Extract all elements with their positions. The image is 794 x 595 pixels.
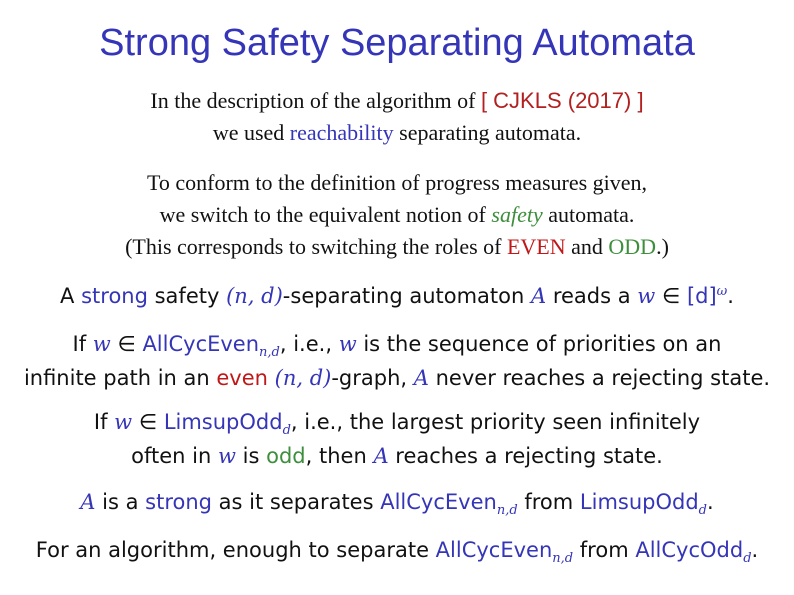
- word-symbol: w: [114, 410, 133, 434]
- intro-text: we used: [212, 120, 290, 145]
- conform-text: .): [656, 234, 669, 259]
- if1-text: [268, 366, 275, 390]
- nd-parameter: (n, d): [226, 284, 283, 308]
- limsupodd-set: LimsupOdd: [579, 490, 699, 514]
- conform-text: and: [565, 234, 609, 259]
- omega-superscript: ω: [716, 284, 728, 299]
- if2-text: , i.e., the largest priority seen infinitely: [290, 410, 701, 434]
- word-symbol: w: [217, 444, 236, 468]
- set-subscript: d: [282, 423, 291, 439]
- set-subscript: d: [698, 503, 707, 519]
- strong-term: strong: [145, 490, 212, 514]
- reachability-term: reachability: [289, 120, 394, 145]
- if2-line-1: [0, 410, 794, 438]
- set-subscript: n,d: [496, 503, 518, 519]
- strong-term: strong: [81, 284, 148, 308]
- if1-text: If: [72, 332, 93, 356]
- strong-text: as it separates: [211, 490, 381, 514]
- def-text: reads a: [546, 284, 638, 308]
- automaton-symbol: A: [373, 444, 389, 468]
- element-of: ∈: [132, 410, 164, 434]
- allcyceven-set: AllCycEven: [380, 490, 497, 514]
- def-text: A: [60, 284, 82, 308]
- conform-line-1: To conform to the definition of progress measures given,: [146, 170, 648, 195]
- word-symbol: w: [338, 332, 357, 356]
- if2-text: often in: [131, 444, 218, 468]
- if2-text: , then: [305, 444, 374, 468]
- allcycodd-set: AllCycOdd: [635, 538, 744, 562]
- safety-term: safety: [491, 202, 543, 227]
- odd-term: odd: [266, 444, 306, 468]
- conform-text: we switch to the equivalent notion of: [159, 202, 492, 227]
- final-text: from: [573, 538, 636, 562]
- word-symbol: w: [92, 332, 111, 356]
- if1-text: infinite path in an: [23, 366, 217, 390]
- if2-line-2: [0, 444, 794, 468]
- if1-text: -graph,: [331, 366, 414, 390]
- limsupodd-set: LimsupOdd: [163, 410, 283, 434]
- def-text: safety: [147, 284, 227, 308]
- odd-term: ODD: [608, 234, 657, 259]
- slide-title: Strong Safety Separating Automata: [99, 22, 695, 64]
- intro-line-2: [0, 120, 794, 146]
- if1-text: never reaches a rejecting state.: [428, 366, 771, 390]
- final-text: For an algorithm, enough to separate: [35, 538, 436, 562]
- intro-text: In the description of the algorithm of: [150, 88, 481, 113]
- conform-line-2: [0, 202, 794, 228]
- even-term: EVEN: [506, 234, 566, 259]
- set-subscript: n,d: [552, 551, 574, 567]
- def-text: -separating automaton: [282, 284, 531, 308]
- allcyceven-set: AllCycEven: [435, 538, 553, 562]
- strong-text: from: [517, 490, 580, 514]
- citation: [ CJKLS (2017) ]: [480, 88, 644, 113]
- if1-line-1: [0, 332, 794, 360]
- if2-text: If: [93, 410, 115, 434]
- if1-text: , i.e.,: [279, 332, 339, 356]
- element-of: ∈: [110, 332, 143, 356]
- strong-line: [0, 490, 794, 518]
- if1-text: is the sequence of priorities on an: [356, 332, 722, 356]
- if2-text: is: [235, 444, 267, 468]
- set-subscript: n,d: [259, 345, 280, 361]
- allcyceven-set: AllCycEven: [142, 332, 260, 356]
- conform-text: (This corresponds to switching the roles of: [125, 234, 507, 259]
- intro-line-1: [0, 88, 794, 114]
- set-subscript: d: [743, 551, 752, 567]
- strong-text: .: [707, 490, 714, 514]
- element-of: ∈: [655, 284, 687, 308]
- def-text: .: [727, 284, 734, 308]
- word-symbol: w: [637, 284, 656, 308]
- automaton-symbol: A: [530, 284, 547, 308]
- priority-set: [d]: [686, 284, 717, 308]
- definition-line: [0, 284, 794, 308]
- automaton-symbol: A: [80, 490, 96, 514]
- if1-line-2: [0, 366, 794, 390]
- nd-parameter: (n, d): [274, 366, 332, 390]
- automaton-symbol: A: [413, 366, 429, 390]
- conform-text: automata.: [542, 202, 635, 227]
- even-term: even: [216, 366, 268, 390]
- conform-line-3: [0, 234, 794, 260]
- if2-text: reaches a rejecting state.: [388, 444, 663, 468]
- final-text: .: [751, 538, 759, 562]
- final-line: [0, 538, 794, 566]
- strong-text: is a: [95, 490, 146, 514]
- intro-text: separating automata.: [393, 120, 582, 145]
